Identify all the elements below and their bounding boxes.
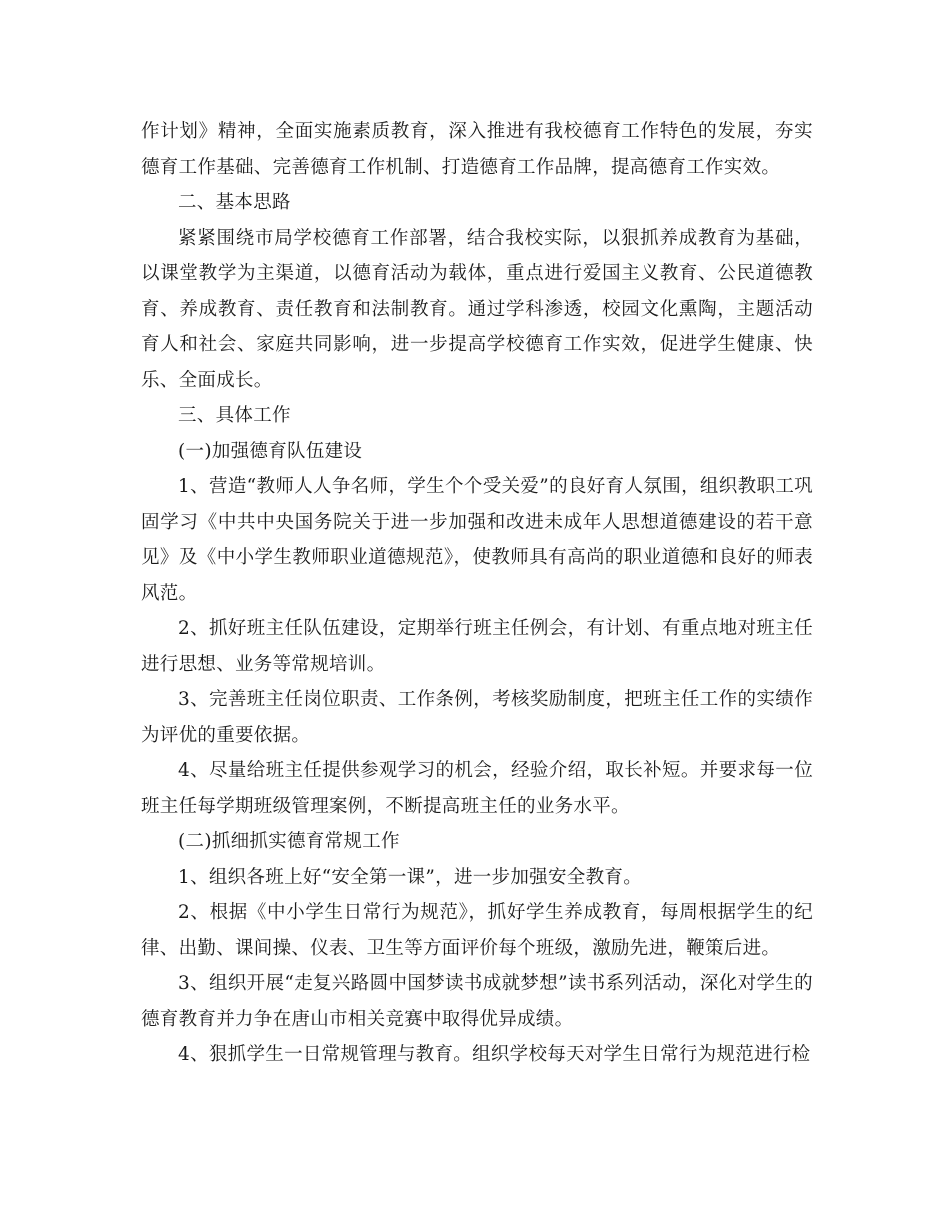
list-item-team-1: 1、营造“教师人人争名师，学生个个受关爱”的良好育人氛围，组织教职工巩固学习《中共中央国务院关于进一步加强和改进未成年人思想道德建设的若干意见》及《中小学生教师职业道德规范》，使教师具有高尚的职业道德和良好的师表风范。 <box>141 476 813 604</box>
list-item-routine-4: 4、狠抓学生一日常规管理与教育。组织学校每天对学生日常行为规范进行检 <box>178 1044 811 1065</box>
document-body <box>141 114 813 1073</box>
list-item-routine-2: 2、根据《中小学生日常行为规范》，抓好学生养成教育，每周根据学生的纪律、出勤、课间操、仪表、卫生等方面评价每个班级，激励先进，鞭策后进。 <box>141 902 813 959</box>
list-item-team-2: 2、抓好班主任队伍建设，定期举行班主任例会，有计划、有重点地对班主任进行思想、业务等常规培训。 <box>141 618 813 675</box>
paragraph-intro-continuation: 作计划》精神，全面实施素质教育，深入推进有我校德育工作特色的发展，夯实德育工作基础、完善德育工作机制、打造德育工作品牌，提高德育工作实效。 <box>141 121 813 178</box>
list-item-routine-1: 1、组织各班上好“安全第一课”，进一步加强安全教育。 <box>178 866 642 888</box>
subsection-heading-routine-work: (二)抓细抓实德育常规工作 <box>178 831 400 852</box>
subsection-heading-team-building: (一)加强德育队伍建设 <box>178 440 363 462</box>
section-heading-basic-approach: 二、基本思路 <box>178 192 291 213</box>
list-item-team-3: 3、完善班主任岗位职责、工作条例，考核奖励制度，把班主任工作的实绩作为评优的重要依据。 <box>141 689 813 746</box>
paragraph-basic-approach: 紧紧围绕市局学校德育工作部署，结合我校实际，以狠抓养成教育为基础，以课堂教学为主渠道，以德育活动为载体，重点进行爱国主义教育、公民道德教育、养成教育、责任教育和法制教育。通过学科渗透，校园文化熏陶，主题活动育人和社会、家庭共同影响，进一步提高学校德育工作实效，促进学生健康、快乐、全面成长。 <box>141 227 813 391</box>
section-heading-specific-work: 三、具体工作 <box>178 405 291 426</box>
list-item-team-4: 4、尽量给班主任提供参观学习的机会，经验介绍，取长补短。并要求每一位班主任每学期班级管理案例，不断提高班主任的业务水平。 <box>141 760 813 817</box>
list-item-routine-3: 3、组织开展“走复兴路圆中国梦读书成就梦想”读书系列活动，深化对学生的德育教育并力争在唐山市相关竞赛中取得优异成绩。 <box>141 973 813 1030</box>
